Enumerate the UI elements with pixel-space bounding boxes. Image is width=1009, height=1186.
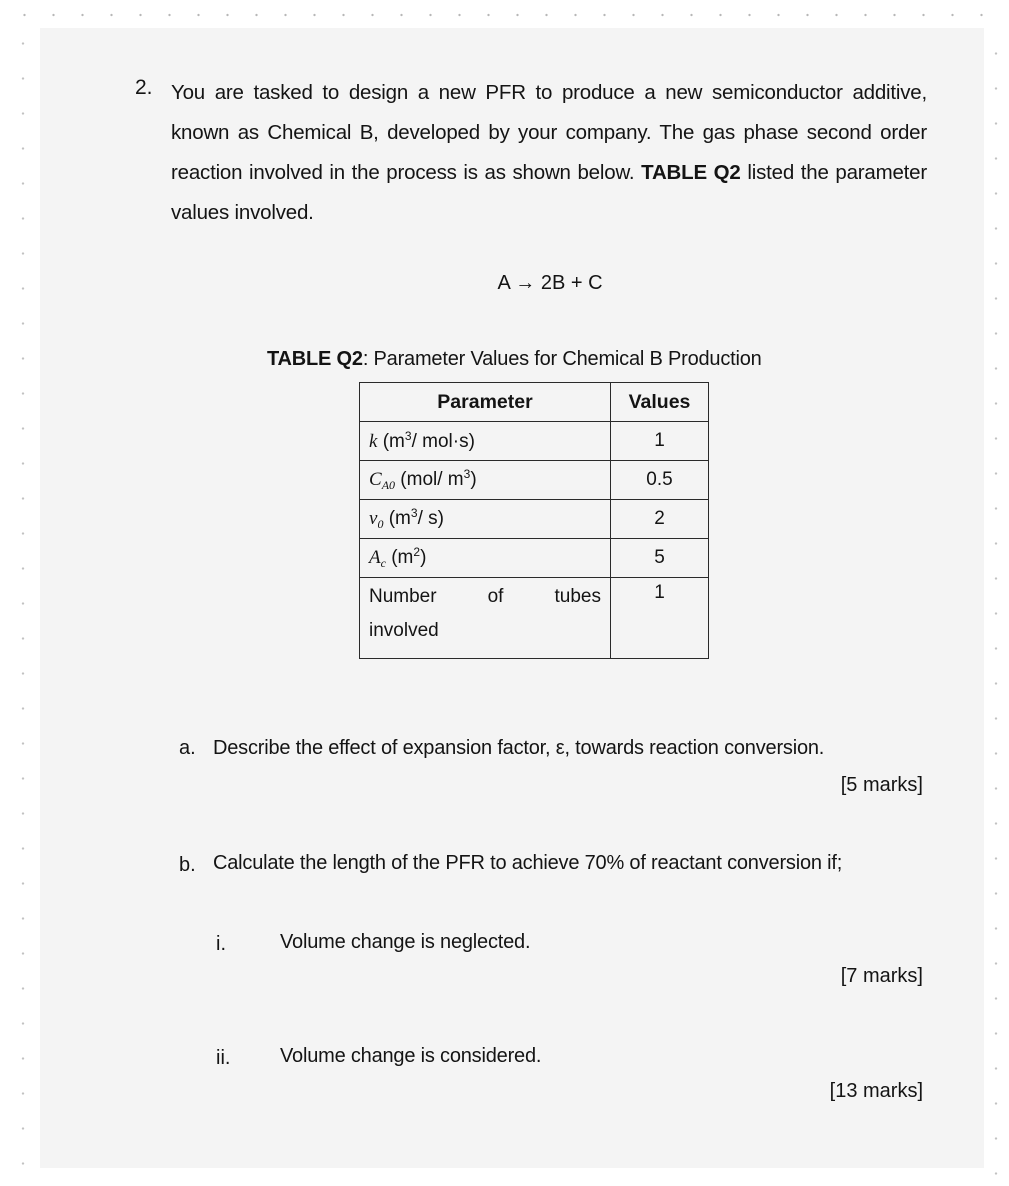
parameter-table	[359, 382, 709, 659]
parameter-unit: (m	[383, 508, 411, 529]
part-b-ii-marks: [13 marks]	[829, 1080, 923, 1102]
parameter-unit: (m	[385, 547, 414, 568]
part-a-label: a.	[179, 737, 196, 759]
parameter-cell	[360, 539, 611, 578]
parameter-word: tubes	[554, 586, 601, 607]
value-cell: 1	[611, 422, 709, 461]
question-text-part2: listed the parameter values involved.	[171, 161, 928, 224]
table-header-row	[360, 383, 709, 422]
question-text	[171, 73, 927, 233]
parameter-symbol: v	[369, 508, 378, 529]
part-a-text: Describe the effect of expansion factor, ε, towards reaction conversion.	[213, 737, 825, 759]
parameter-text-line	[369, 582, 601, 612]
table-caption-label: TABLE Q2	[267, 348, 363, 370]
scan-dot-border-right	[983, 26, 1009, 1186]
parameter-word: Number	[369, 586, 437, 607]
parameter-unit-superscript: 3	[404, 429, 412, 443]
part-b-i-marks: [7 marks]	[840, 965, 923, 987]
parameter-unit-superscript: 3	[410, 506, 418, 520]
parameter-symbol: C	[369, 469, 382, 490]
part-b-ii-text: Volume change is considered.	[280, 1045, 542, 1067]
parameter-unit: )	[420, 547, 427, 568]
parameter-unit: (m	[377, 431, 405, 452]
reaction-equation: A → 2B + C	[497, 272, 603, 294]
parameter-unit: / s)	[417, 508, 444, 529]
part-a-marks: [5 marks]	[840, 774, 923, 796]
header-parameter: Parameter	[360, 383, 611, 422]
parameter-subscript: A0	[381, 478, 396, 492]
part-b-i-label: i.	[216, 933, 226, 955]
parameter-subscript: 0	[377, 517, 384, 531]
parameter-symbol: A	[369, 547, 381, 568]
value-cell: 1	[611, 578, 709, 659]
scan-dot-border-left	[0, 26, 38, 1186]
part-b-label: b.	[179, 854, 196, 876]
table-row	[360, 500, 709, 539]
parameter-symbol: k	[369, 431, 378, 452]
parameter-cell	[360, 578, 611, 659]
parameter-unit: (mol/ m	[395, 469, 464, 490]
table-row	[360, 422, 709, 461]
part-b-text: Calculate the length of the PFR to achieve 70% of reactant conversion if;	[213, 852, 843, 874]
parameter-text-line: involved	[369, 620, 439, 641]
question-number: 2.	[135, 76, 153, 99]
parameter-unit: )	[470, 469, 477, 490]
parameter-cell	[360, 422, 611, 461]
question-text-part1: You are tasked to design a new PFR to produce a new semiconductor additive, known as Chemical B, developed by your company. The gas phase second order reaction involved in the process is as shown below.	[171, 81, 927, 184]
parameter-subscript: c	[380, 556, 386, 570]
parameter-unit-superscript: 2	[413, 545, 421, 559]
table-row	[360, 461, 709, 500]
scan-dot-border-top	[0, 0, 1009, 26]
table-caption-title: : Parameter Values for Chemical B Production	[362, 348, 762, 370]
table-caption	[267, 348, 762, 371]
value-cell: 2	[611, 500, 709, 539]
parameter-unit: / mol·s)	[411, 431, 475, 452]
parameter-word: of	[487, 586, 504, 607]
question-table-ref: TABLE Q2	[641, 161, 741, 184]
part-b-ii-label: ii.	[216, 1047, 231, 1069]
value-cell: 5	[611, 539, 709, 578]
part-b-i-text: Volume change is neglected.	[280, 931, 531, 953]
table-row	[360, 539, 709, 578]
header-values: Values	[611, 383, 709, 422]
value-cell: 0.5	[611, 461, 709, 500]
table-row	[360, 578, 709, 659]
parameter-cell	[360, 500, 611, 539]
parameter-cell	[360, 461, 611, 500]
parameter-unit-superscript: 3	[463, 467, 471, 481]
